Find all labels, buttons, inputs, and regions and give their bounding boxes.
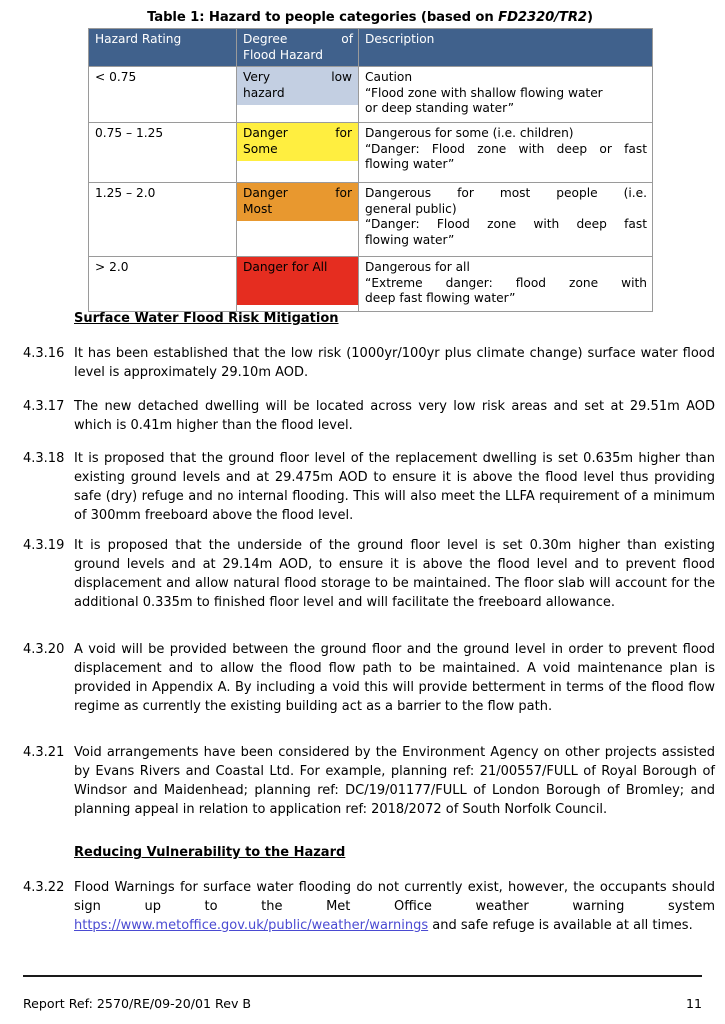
paragraph-text: It is proposed that the ground floor level of the replacement dwelling is set 0.635m higher than existing ground levels and at 29.475m AOD to ensure it is above the flood level thus providing safe (dry) refuge and no internal flooding. This will also meet the LLFA requirement of a minimum of 300mm freeboard above the flood level. (74, 451, 715, 523)
hazard-rating-value: < 0.75 (95, 70, 137, 85)
paragraph-number: 4.3.22 (23, 880, 65, 895)
degree-word-2: low (331, 70, 352, 85)
table-caption (88, 10, 652, 25)
met-office-warnings-link[interactable]: https://www.metoffice.gov.uk/public/weather/warnings (74, 917, 429, 933)
cell-description (359, 67, 653, 123)
description-line: flowing water” (365, 157, 455, 172)
paragraph-text-before-link: Flood Warnings for surface water flooding do not currently exist, however, the occupants should sign up to the Met Office weather warning system (74, 880, 715, 914)
degree-word-2: for (335, 126, 352, 141)
paragraph-text (74, 879, 715, 936)
paragraph-4-3-16 (23, 345, 715, 383)
degree-word-1: Danger (243, 126, 288, 141)
description-line: Dangerous for some (i.e. children) (365, 126, 574, 141)
description-line: “Flood zone with shallow flowing water (365, 85, 603, 100)
paragraph-4-3-22 (23, 879, 715, 936)
description-line: general public) (365, 201, 457, 216)
degree-line-2: Most (243, 201, 273, 216)
degree-word-1: Danger (243, 186, 288, 201)
cell-description (359, 183, 653, 257)
hazard-rating-value: 0.75 – 1.25 (95, 126, 164, 141)
cell-degree-of-flood-hazard (237, 257, 359, 312)
paragraph-number: 4.3.17 (23, 399, 65, 414)
cell-degree-of-flood-hazard (237, 183, 359, 257)
description-line: Dangerous for all (365, 260, 470, 275)
description-line: or deep standing water” (365, 101, 515, 116)
paragraph-text: A void will be provided between the ground floor and the ground level in order to prevent flood displacement and to allow the flood flow path to be maintained. A void maintenance plan is provided in Appendix A. By including a void this will provide betterment in terms of the flood flow regime as currently the existing building act as a barrier to the flow path. (74, 642, 715, 714)
table-caption-suffix: ) (586, 10, 593, 25)
hazard-rating-value: 1.25 – 2.0 (95, 186, 156, 201)
paragraph-text: It is proposed that the underside of the ground floor level is set 0.30m higher than existing ground levels and at 29.14m AOD, to ensure it is above the flood level and to prevent flood displacement and allow natural flood storage to be maintained. The floor slab will account for the additional 0.335m to finished floor level and will facilitate the freeboard allowance. (74, 538, 715, 610)
paragraph-number: 4.3.21 (23, 745, 65, 760)
degree-chip-danger-for-some (237, 123, 358, 161)
hazard-rating-value: > 2.0 (95, 260, 129, 275)
paragraph-number: 4.3.16 (23, 346, 65, 361)
footer-report-reference: Report Ref: 2570/RE/09-20/01 Rev B (23, 996, 252, 1011)
degree-chip-very-low-hazard (237, 67, 358, 105)
degree-word-1: Very (243, 70, 271, 85)
table-row (89, 67, 653, 123)
footer-page-number: 11 (685, 996, 702, 1011)
cell-degree-of-flood-hazard (237, 67, 359, 123)
paragraph-text-after-link: and safe refuge is available at all times. (428, 917, 693, 933)
table-caption-prefix: Table 1: Hazard to people categories (based on (147, 10, 499, 25)
description-line: Dangerous for most people (i.e. (365, 186, 647, 201)
table-header-row (89, 29, 653, 67)
table-caption-reference: FD2320/TR2 (498, 10, 587, 25)
section-heading-surface-water-flood-risk-mitigation: Surface Water Flood Risk Mitigation (74, 311, 339, 326)
degree-line-2: hazard (243, 85, 285, 100)
column-header-description: Description (359, 29, 653, 67)
section-heading-reducing-vulnerability-to-the-hazard: Reducing Vulnerability to the Hazard (74, 845, 346, 860)
cell-degree-of-flood-hazard (237, 123, 359, 183)
cell-hazard-rating (89, 123, 237, 183)
paragraph-4-3-19 (23, 537, 715, 612)
table-row (89, 183, 653, 257)
degree-chip-danger-for-most (237, 183, 358, 221)
paragraph-4-3-20 (23, 641, 715, 716)
description-line: flowing water” (365, 233, 455, 248)
paragraph-number: 4.3.19 (23, 538, 65, 553)
description-line: “Danger: Flood zone with deep fast (365, 217, 647, 232)
paragraph-4-3-18 (23, 450, 715, 525)
cell-hazard-rating (89, 257, 237, 312)
cell-description (359, 123, 653, 183)
footer-divider (23, 975, 702, 977)
description-line: “Danger: Flood zone with deep or fast (365, 141, 647, 156)
cell-hazard-rating (89, 67, 237, 123)
column-header-degree-of-flood-hazard (237, 29, 359, 67)
cell-description (359, 257, 653, 312)
table-row (89, 257, 653, 312)
description-line: “Extreme danger: flood zone with (365, 275, 647, 290)
description-line: deep fast flowing water” (365, 291, 516, 306)
paragraph-text: Void arrangements have been considered by the Environment Agency on other projects assisted by Evans Rivers and Coastal Ltd. For example, planning ref: 21/00557/FULL of Royal Borough of Windsor and Maidenhead; planning ref: DC/19/01177/FULL of London Borough of Bromley; and planning appeal in relation to application ref: 2018/2072 of South Norfolk Council. (74, 745, 715, 817)
degree-line-2: Some (243, 141, 278, 156)
column-header-degree-line1: Degree of (243, 32, 353, 46)
cell-hazard-rating (89, 183, 237, 257)
paragraph-number: 4.3.20 (23, 642, 65, 657)
degree-chip-danger-for-all: Danger for All (237, 257, 358, 305)
paragraph-4-3-21 (23, 744, 715, 819)
paragraph-4-3-17 (23, 398, 715, 436)
degree-word-2: for (335, 186, 352, 201)
hazard-categories-table (88, 28, 653, 312)
column-header-degree-line2: Flood Hazard (243, 47, 323, 62)
description-line: Caution (365, 70, 413, 85)
paragraph-text: The new detached dwelling will be located across very low risk areas and set at 29.51m AOD which is 0.41m higher than the flood level. (74, 399, 715, 433)
paragraph-number: 4.3.18 (23, 451, 65, 466)
column-header-hazard-rating: Hazard Rating (89, 29, 237, 67)
paragraph-text: It has been established that the low risk (1000yr/100yr plus climate change) surface water flood level is approximately 29.10m AOD. (74, 346, 715, 380)
table-row (89, 123, 653, 183)
